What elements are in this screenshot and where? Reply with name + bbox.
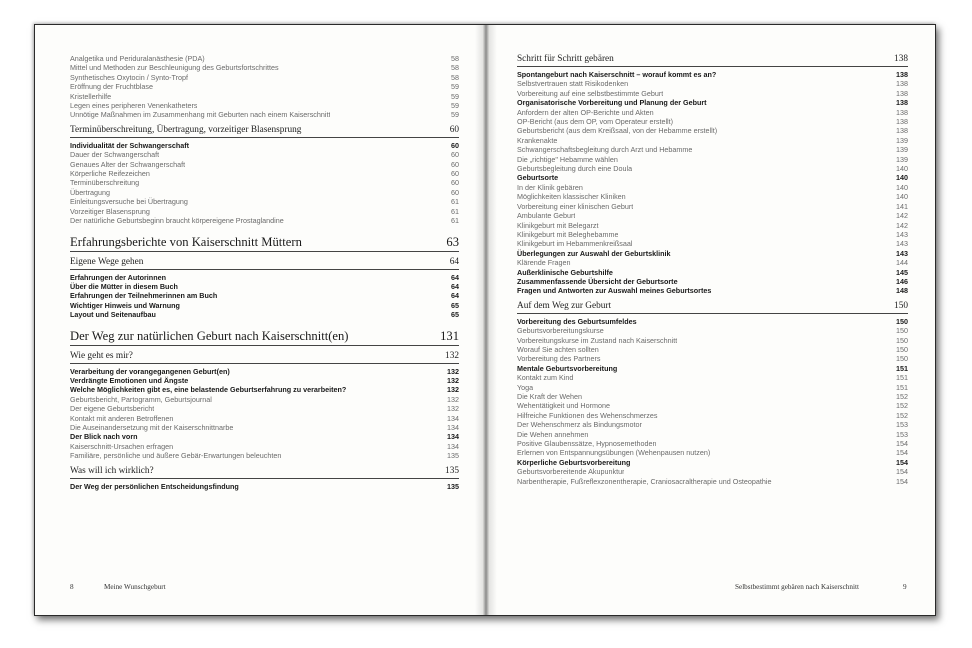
toc-entry-title: Zusammenfassende Übersicht der Geburtsorte	[517, 276, 678, 286]
toc-entry	[70, 169, 459, 178]
toc-page-number: 135	[447, 481, 459, 491]
toc-entry-title: Überlegungen zur Auswahl der Geburtsklinik	[517, 248, 671, 258]
right-running-title: Selbstbestimmt gebären nach Kaiserschnitt	[735, 583, 859, 591]
toc-page-number: 60	[451, 140, 459, 150]
toc-page-number: 61	[451, 206, 459, 216]
toc-page-number: 138	[896, 117, 908, 127]
toc-entry-title: Dauer der Schwangerschaft	[70, 150, 160, 160]
toc-entry-title: Geburtsorte	[517, 173, 559, 183]
book-spread	[34, 24, 936, 616]
toc-entry	[517, 192, 908, 201]
toc-entry	[517, 145, 908, 154]
toc-page-number: 135	[447, 451, 459, 461]
toc-entry	[70, 207, 459, 216]
toc-page-number: 154	[896, 467, 908, 477]
toc-entry-title: Krankenakte	[517, 135, 558, 145]
toc-entry-title: Schritt für Schritt gebären	[517, 54, 614, 64]
toc-entry-title: Individualität der Schwangerschaft	[70, 140, 190, 150]
toc-entry-title: Kaiserschnitt-Ursachen erfragen	[70, 441, 174, 451]
toc-page-number: 139	[896, 145, 908, 155]
toc-entry-title: Kristellerhilfe	[70, 91, 112, 101]
toc-entry-title: Die Kraft der Wehen	[517, 392, 582, 401]
toc-entry	[517, 211, 908, 220]
toc-entry	[517, 183, 908, 192]
toc-page-number: 143	[896, 239, 908, 249]
toc-entry	[70, 92, 459, 101]
toc-page-number: 58	[451, 72, 459, 82]
toc-page-number: 65	[451, 310, 459, 320]
left-toc	[70, 54, 459, 491]
toc-page-number: 58	[451, 63, 459, 73]
toc-page-number: 154	[896, 457, 908, 467]
toc-page-number: 138	[896, 70, 908, 79]
toc-entry-title: Körperliche Geburtsvorbereitung	[517, 457, 631, 467]
toc-section-heading	[517, 54, 908, 67]
toc-entry	[517, 354, 908, 363]
toc-page-number: 132	[445, 350, 459, 361]
toc-entry	[70, 110, 459, 119]
left-running-title: Meine Wunschgeburt	[104, 583, 166, 591]
toc-entry-title: Der Weg der persönlichen Entscheidungsfindung	[70, 481, 239, 491]
toc-page-number: 58	[451, 54, 459, 63]
toc-section-heading	[70, 125, 459, 138]
toc-page-number: 65	[451, 300, 459, 310]
toc-entry	[517, 117, 908, 126]
left-page	[35, 25, 484, 615]
toc-subheading	[70, 482, 459, 491]
toc-section-heading	[70, 257, 459, 270]
toc-section-heading	[70, 466, 459, 479]
toc-entry-title: Worauf Sie achten sollten	[517, 344, 599, 354]
toc-entry-title: Familiäre, persönliche und äußere Gebär-Erwartungen beleuchten	[70, 451, 282, 461]
toc-entry	[70, 216, 459, 225]
toc-section-heading	[70, 351, 459, 364]
toc-page-number: 61	[451, 216, 459, 226]
toc-entry-title: Der Wehenschmerz als Bindungsmotor	[517, 420, 642, 430]
toc-entry-title: Wie geht es mir?	[70, 350, 133, 361]
toc-page-number: 64	[451, 272, 459, 282]
toc-subheading	[517, 249, 908, 258]
toc-page-number: 132	[447, 366, 459, 376]
toc-chapter-heading	[70, 329, 459, 346]
toc-subheading	[517, 364, 908, 373]
toc-entry-title: Vorbereitung einer klinischen Geburt	[517, 201, 634, 211]
toc-subheading	[70, 385, 459, 394]
toc-subheading	[517, 70, 908, 79]
toc-entry-title: Wehentätigkeit und Hormone	[517, 401, 610, 411]
toc-page-number: 154	[896, 448, 908, 458]
toc-entry	[70, 101, 459, 110]
toc-entry-title: Die Wehen annehmen	[517, 429, 589, 439]
toc-page-number: 132	[447, 385, 459, 395]
toc-entry	[70, 82, 459, 91]
toc-entry-title: Klinikgeburt im Hebammenkreißsaal	[517, 239, 633, 249]
right-page	[484, 25, 935, 615]
toc-entry-title: Möglichkeiten klassischer Kliniken	[517, 192, 626, 202]
toc-entry	[517, 202, 908, 211]
toc-entry-title: Der eigene Geburtsbericht	[70, 404, 155, 414]
toc-page-number: 131	[440, 328, 459, 343]
toc-subheading	[70, 282, 459, 291]
toc-section-heading	[517, 301, 908, 314]
toc-page-number: 153	[896, 429, 908, 439]
toc-page-number: 132	[447, 394, 459, 404]
toc-page-number: 59	[451, 82, 459, 92]
toc-subheading	[70, 310, 459, 319]
toc-entry-title: Vorbereitungskurse im Zustand nach Kaiserschnitt	[517, 335, 678, 345]
toc-entry-title: Die Auseinandersetzung mit der Kaiserschnittnarbe	[70, 422, 234, 432]
toc-entry-title: Spontangeburt nach Kaiserschnitt – worauf kommt es an?	[517, 70, 717, 79]
toc-entry-title: Kontakt zum Kind	[517, 373, 574, 383]
toc-entry	[517, 258, 908, 267]
right-toc	[517, 54, 908, 486]
toc-page-number: 132	[447, 375, 459, 385]
toc-page-number: 150	[896, 326, 908, 336]
toc-entry-title: OP-Bericht (aus dem OP, vom Operateur erstellt)	[517, 117, 674, 127]
toc-page-number: 134	[447, 441, 459, 451]
toc-page-number: 152	[896, 410, 908, 420]
toc-entry-title: Erfahrungen der Teilnehmerinnen am Buch	[70, 291, 218, 301]
toc-entry	[517, 392, 908, 401]
toc-entry	[517, 467, 908, 476]
toc-entry-title: Layout und Seitenaufbau	[70, 310, 156, 320]
toc-page-number: 139	[896, 154, 908, 164]
toc-entry-title: Positive Glaubenssätze, Hypnosemethoden	[517, 439, 657, 449]
toc-entry-title: Geburtsbericht, Partogramm, Geburtsjournal	[70, 394, 212, 404]
toc-entry-title: Mittel und Methoden zur Beschleunigung des Geburtsfortschrittes	[70, 63, 279, 73]
toc-entry-title: Erlernen von Entspannungsübungen (Wehenpausen nutzen)	[517, 448, 711, 458]
toc-page-number: 143	[896, 248, 908, 258]
toc-entry	[517, 448, 908, 457]
toc-page-number: 139	[896, 135, 908, 145]
toc-page-number: 138	[894, 54, 908, 64]
toc-entry-title: Unnötige Maßnahmen im Zusammenhang mit Geburten nach einem Kaiserschnitt	[70, 110, 331, 120]
toc-subheading	[517, 317, 908, 326]
toc-entry-title: Vorzeitiger Blasensprung	[70, 206, 150, 216]
toc-entry	[517, 345, 908, 354]
toc-entry-title: Geburtsvorbereitungskurse	[517, 326, 604, 336]
toc-entry-title: Der Weg zur natürlichen Geburt nach Kaiserschnitt(en)	[70, 328, 349, 343]
toc-page-number: 138	[896, 98, 908, 108]
toc-subheading	[70, 141, 459, 150]
toc-entry-title: Vorbereitung des Geburtsumfeldes	[517, 316, 637, 326]
toc-entry	[517, 89, 908, 98]
toc-subheading	[70, 376, 459, 385]
toc-entry	[517, 477, 908, 486]
toc-entry	[70, 73, 459, 82]
toc-entry-title: Übertragung	[70, 187, 110, 197]
toc-entry	[70, 178, 459, 187]
toc-entry-title: Über die Mütter in diesem Buch	[70, 281, 178, 291]
toc-entry	[70, 54, 459, 63]
book-gutter	[475, 25, 497, 615]
toc-page-number: 134	[447, 432, 459, 442]
toc-page-number: 61	[451, 197, 459, 207]
toc-entry	[70, 63, 459, 72]
toc-page-number: 152	[896, 392, 908, 401]
toc-page-number: 64	[449, 256, 459, 267]
toc-entry-title: Erfahrungen der Autorinnen	[70, 272, 166, 282]
toc-subheading	[70, 367, 459, 376]
toc-page-number: 59	[451, 91, 459, 101]
toc-entry-title: Genaues Alter der Schwangerschaft	[70, 159, 186, 169]
toc-entry-title: Verarbeitung der vorangegangenen Geburt(en)	[70, 366, 230, 376]
toc-entry-title: Wichtiger Hinweis und Warnung	[70, 300, 180, 310]
toc-subheading	[517, 458, 908, 467]
toc-entry	[517, 411, 908, 420]
toc-entry-title: Geburtsvorbereitende Akupunktur	[517, 467, 625, 477]
left-page-number: 8	[70, 583, 74, 591]
toc-page-number: 150	[894, 300, 908, 311]
toc-entry	[517, 239, 908, 248]
toc-entry-title: In der Klinik gebären	[517, 182, 583, 192]
toc-page-number: 140	[896, 182, 908, 192]
toc-page-number: 60	[451, 159, 459, 169]
toc-page-number: 150	[896, 344, 908, 354]
toc-entry	[70, 451, 459, 460]
toc-entry	[517, 126, 908, 135]
toc-entry	[517, 155, 908, 164]
toc-entry-title: Mentale Geburtsvorbereitung	[517, 363, 618, 373]
toc-entry	[70, 160, 459, 169]
right-page-number: 9	[903, 583, 907, 591]
toc-page-number: 144	[896, 258, 908, 268]
toc-entry-title: Außerklinische Geburtshilfe	[517, 267, 613, 277]
toc-page-number: 150	[896, 316, 908, 326]
toc-entry	[70, 442, 459, 451]
toc-page-number: 143	[896, 229, 908, 239]
toc-entry-title: Klinikgeburt mit Belegarzt	[517, 220, 599, 230]
toc-entry-title: Die „richtige" Hebamme wählen	[517, 154, 618, 164]
toc-page-number: 154	[896, 476, 908, 486]
toc-page-number: 148	[896, 286, 908, 296]
toc-entry	[70, 395, 459, 404]
toc-entry-title: Klinikgeburt mit Beleghebamme	[517, 229, 619, 239]
toc-subheading	[517, 98, 908, 107]
toc-chapter-heading	[70, 235, 459, 252]
toc-page-number: 140	[896, 173, 908, 183]
toc-entry	[517, 79, 908, 88]
toc-entry-title: Klärende Fragen	[517, 258, 571, 268]
toc-entry	[517, 383, 908, 392]
toc-entry-title: Der natürliche Geburtsbeginn braucht körpereigene Prostaglandine	[70, 216, 284, 226]
toc-entry-title: Hilfreiche Funktionen des Wehenschmerzes	[517, 410, 658, 420]
toc-entry-title: Terminüberschreitung	[70, 178, 140, 188]
toc-page-number: 138	[896, 88, 908, 98]
toc-entry	[517, 326, 908, 335]
toc-entry-title: Synthetisches Oxytocin / Synto-Tropf	[70, 72, 188, 82]
toc-page-number: 60	[449, 124, 459, 135]
toc-subheading	[70, 273, 459, 282]
toc-subheading	[517, 277, 908, 286]
toc-page-number: 60	[451, 150, 459, 160]
toc-entry-title: Auf dem Weg zur Geburt	[517, 300, 612, 311]
toc-page-number: 64	[451, 281, 459, 291]
toc-entry	[517, 136, 908, 145]
toc-entry	[517, 373, 908, 382]
toc-page-number: 151	[896, 363, 908, 373]
toc-page-number: 141	[896, 201, 908, 211]
toc-subheading	[70, 301, 459, 310]
toc-entry-title: Einleitungsversuche bei Übertragung	[70, 197, 188, 207]
toc-subheading	[517, 286, 908, 295]
toc-page-number: 60	[451, 169, 459, 179]
toc-page-number: 138	[896, 79, 908, 89]
toc-subheading	[517, 173, 908, 182]
toc-page-number: 140	[896, 192, 908, 202]
toc-entry-title: Ambulante Geburt	[517, 211, 576, 221]
toc-subheading	[70, 291, 459, 300]
toc-entry-title: Organisatorische Vorbereitung und Planung der Geburt	[517, 98, 707, 108]
toc-page-number: 59	[451, 110, 459, 120]
toc-entry-title: Körperliche Reifezeichen	[70, 169, 150, 179]
toc-entry-title: Anfordern der alten OP-Berichte und Akten	[517, 107, 654, 117]
toc-entry-title: Kontakt mit anderen Betroffenen	[70, 413, 174, 423]
toc-entry-title: Selbstvertrauen statt Risikodenken	[517, 79, 629, 89]
toc-page-number: 64	[451, 291, 459, 301]
toc-page-number: 153	[896, 420, 908, 430]
toc-page-number: 60	[451, 178, 459, 188]
toc-entry-title: Eröffnung der Fruchtblase	[70, 82, 153, 92]
toc-entry-title: Schwangerschaftsbegleitung durch Arzt und Hebamme	[517, 145, 693, 155]
toc-page-number: 154	[896, 439, 908, 449]
toc-entry	[70, 423, 459, 432]
toc-entry-title: Der Blick nach vorn	[70, 432, 138, 442]
toc-page-number: 142	[896, 220, 908, 230]
toc-page-number: 150	[896, 354, 908, 364]
toc-entry-title: Fragen und Antworten zur Auswahl meines Geburtsortes	[517, 286, 712, 296]
toc-page-number: 152	[896, 401, 908, 411]
toc-entry	[517, 430, 908, 439]
toc-page-number: 135	[445, 465, 459, 476]
toc-entry-title: Analgetika und Periduralanästhesie (PDA)	[70, 54, 205, 63]
toc-entry-title: Terminüberschreitung, Übertragung, vorzeitiger Blasensprung	[70, 124, 302, 135]
toc-entry-title: Verdrängte Emotionen und Ängste	[70, 375, 189, 385]
toc-page-number: 134	[447, 413, 459, 423]
toc-page-number: 150	[896, 335, 908, 345]
toc-entry-title: Was will ich wirklich?	[70, 465, 154, 476]
toc-page-number: 60	[451, 187, 459, 197]
toc-page-number: 142	[896, 211, 908, 221]
toc-entry	[70, 197, 459, 206]
toc-entry-title: Geburtsbericht (aus dem Kreißsaal, von der Hebamme erstellt)	[517, 126, 718, 136]
toc-entry	[70, 188, 459, 197]
toc-entry-title: Yoga	[517, 382, 534, 392]
toc-entry-title: Vorbereitung auf eine selbstbestimmte Geburt	[517, 88, 664, 98]
toc-page-number: 138	[896, 126, 908, 136]
toc-page-number: 132	[447, 404, 459, 414]
toc-entry-title: Vorbereitung des Partners	[517, 354, 601, 364]
toc-entry	[70, 150, 459, 159]
toc-entry	[70, 404, 459, 413]
toc-entry	[517, 439, 908, 448]
toc-page-number: 59	[451, 101, 459, 111]
toc-page-number: 146	[896, 276, 908, 286]
toc-entry-title: Welche Möglichkeiten gibt es, eine belastende Geburtserfahrung zu verarbeiten?	[70, 385, 347, 395]
toc-entry	[517, 164, 908, 173]
toc-entry-title: Erfahrungsberichte von Kaiserschnitt Müttern	[70, 234, 302, 249]
toc-entry	[517, 336, 908, 345]
toc-page-number: 140	[896, 164, 908, 174]
toc-entry-title: Geburtsbegleitung durch eine Doula	[517, 164, 633, 174]
toc-entry-title: Eigene Wege gehen	[70, 256, 144, 267]
toc-page-number: 151	[896, 382, 908, 392]
toc-entry	[517, 401, 908, 410]
toc-page-number: 145	[896, 267, 908, 277]
toc-page-number: 134	[447, 422, 459, 432]
toc-entry	[70, 414, 459, 423]
toc-entry	[517, 230, 908, 239]
toc-entry-title: Narbentherapie, Fußreflexzonentherapie, Craniosacraltherapie und Osteopathie	[517, 476, 772, 486]
toc-entry	[517, 420, 908, 429]
toc-subheading	[70, 432, 459, 441]
toc-entry	[517, 221, 908, 230]
toc-entry-title: Legen eines peripheren Venenkatheters	[70, 101, 198, 111]
toc-subheading	[517, 268, 908, 277]
toc-page-number: 151	[896, 373, 908, 383]
toc-entry	[517, 108, 908, 117]
toc-page-number: 138	[896, 107, 908, 117]
toc-page-number: 63	[446, 234, 459, 249]
